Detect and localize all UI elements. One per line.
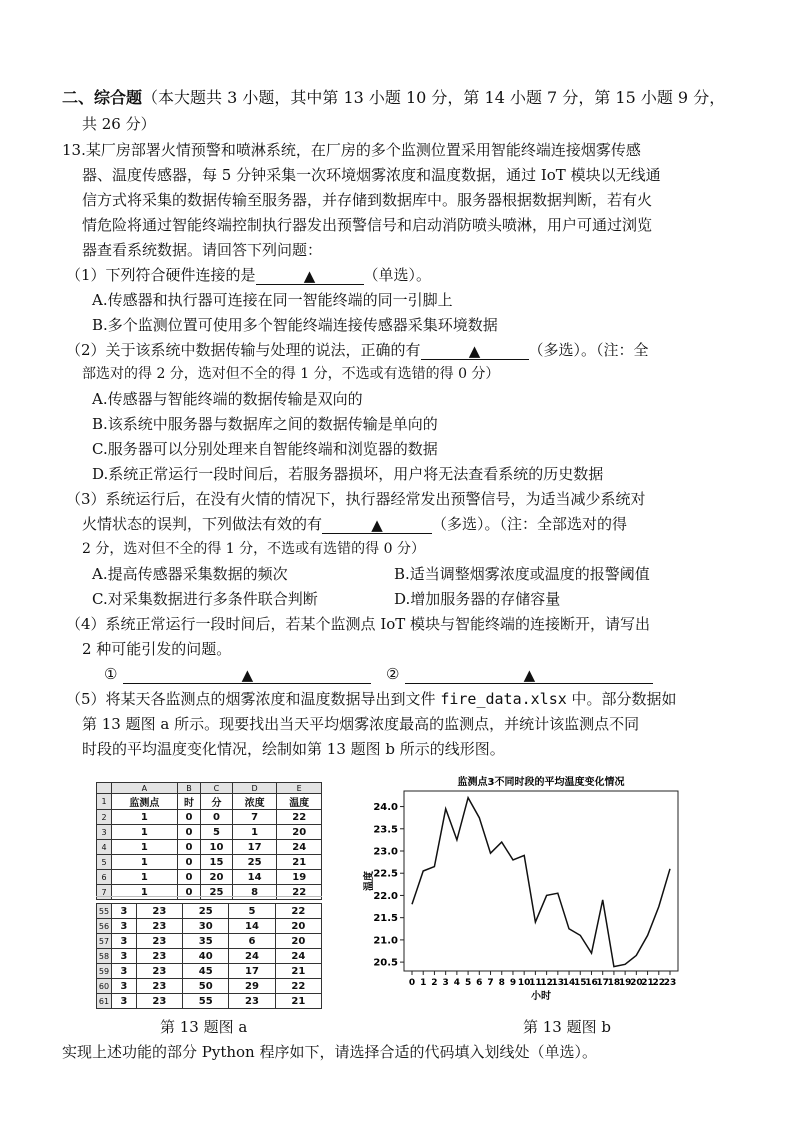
table-cell: 25 [183, 904, 229, 919]
table-cell: 29 [229, 979, 275, 994]
row-number: 58 [97, 949, 112, 964]
column-header: 监测点 [112, 794, 178, 810]
blank-triangle-icon: ▲ [241, 666, 254, 684]
table-row [97, 949, 322, 964]
option-a: A.传感器与智能终端的数据传输是双向的 [92, 390, 363, 408]
table-row [97, 919, 322, 934]
table-cell: 20 [275, 934, 321, 949]
option-d: D.系统正常运行一段时间后，若服务器损坏，用户将无法查看系统的历史数据 [92, 465, 604, 483]
y-tick-label: 20.5 [373, 957, 398, 969]
x-tick-label: 20 [630, 978, 643, 988]
y-axis-label: 温度 [364, 871, 375, 891]
q13-part4: （4）系统正常运行一段时间后，若某个监测点 IoT 模块与智能终端的连接断开，请写出 [66, 615, 651, 633]
y-tick-label: 21.5 [373, 913, 398, 925]
x-tick-label: 22 [652, 978, 666, 988]
table-row [97, 870, 322, 885]
table-cell: 23 [136, 979, 182, 994]
table-cell: 22 [277, 885, 322, 900]
table-cell: 3 [112, 964, 137, 979]
table-cell: 3 [112, 934, 137, 949]
q13-part5-cont: 第 13 题图 a 所示。现要找出当天平均烟雾浓度最高的监测点，并统计该监测点不同 [82, 715, 640, 733]
section-title: 二、综合题 [62, 88, 143, 107]
table-cell: 3 [112, 994, 137, 1009]
table-cell: 6 [229, 934, 275, 949]
table-cell: 25 [201, 885, 233, 900]
row-number: 4 [97, 840, 112, 855]
table-cell: 21 [275, 994, 321, 1009]
x-tick-label: 19 [618, 978, 632, 988]
chart-title: 监测点3不同时段的平均温度变化情况 [457, 777, 625, 788]
part1-prompt: （1）下列符合硬件连接的是 [66, 266, 256, 284]
circled-number-2: ② [386, 665, 400, 683]
row-number: 60 [97, 979, 112, 994]
table-cell: 21 [277, 855, 322, 870]
section-info: （本大题共 3 小题，其中第 13 小题 10 分，第 14 小题 7 分，第 15 小题 9 分， [142, 88, 726, 107]
table-cell: 19 [277, 870, 322, 885]
table-cell: 0 [177, 840, 200, 855]
row-number: 59 [97, 964, 112, 979]
column-header: 时 [177, 794, 200, 810]
table-cell: 1 [112, 855, 178, 870]
q13-stem-line: 器、温度传感器，每 5 分钟采集一次环境烟雾浓度和温度数据，通过 IoT 模块以无线通 [82, 166, 661, 184]
table-cell: 1 [112, 840, 178, 855]
table-cell: 50 [183, 979, 229, 994]
column-letter: D [232, 783, 277, 794]
table-cell: 0 [177, 810, 200, 825]
table-cell: 22 [275, 979, 321, 994]
option-b: B.该系统中服务器与数据库之间的数据传输是单向的 [92, 415, 438, 433]
column-header: 温度 [277, 794, 322, 810]
section-header [62, 88, 725, 108]
x-tick-label: 7 [487, 978, 494, 988]
x-tick-label: 2 [431, 978, 438, 988]
table-cell: 3 [112, 949, 137, 964]
table-cell: 10 [201, 840, 233, 855]
table-row [97, 855, 322, 870]
table-cell: 7 [232, 810, 277, 825]
table-cell: 1 [232, 825, 277, 840]
table-cell: 1 [112, 810, 178, 825]
x-tick-label: 12 [540, 978, 553, 988]
column-letter-row [97, 783, 322, 794]
x-tick-label: 4 [453, 978, 461, 988]
row-number: 3 [97, 825, 112, 840]
table-row [97, 904, 322, 919]
table-cell: 20 [201, 870, 233, 885]
table-cell: 5 [201, 825, 233, 840]
row-number: 6 [97, 870, 112, 885]
table-cell: 23 [136, 919, 182, 934]
table-cell: 23 [136, 934, 182, 949]
line-chart [360, 775, 690, 1010]
answer-blank-3[interactable] [322, 515, 432, 534]
y-tick-label: 22.5 [373, 868, 398, 880]
table-cell: 22 [275, 904, 321, 919]
table-cell: 1 [112, 885, 178, 900]
part2-prompt: （2）关于该系统中数据传输与处理的说法，正确的有 [66, 341, 421, 359]
answer-blank-2[interactable] [421, 341, 529, 360]
table-cell: 1 [112, 825, 178, 840]
table-cell: 0 [177, 870, 200, 885]
table-cell: 5 [229, 904, 275, 919]
row-number: 7 [97, 885, 112, 900]
table-cell: 20 [277, 825, 322, 840]
row-number: 2 [97, 810, 112, 825]
part3-scoring-note: 2 分，选对但不全的得 1 分，不选或有选错的得 0 分） [82, 541, 425, 557]
y-tick-label: 22.0 [373, 890, 398, 902]
x-tick-label: 21 [641, 978, 654, 988]
caption-figure-b: 第 13 题图 b [523, 1018, 611, 1036]
x-tick-label: 18 [607, 978, 621, 988]
table-cell: 8 [232, 885, 277, 900]
blank-triangle-icon: ▲ [303, 267, 316, 285]
table-cell: 0 [177, 885, 200, 900]
part3-prompt: 火情状态的误判，下列做法有效的有 [82, 515, 323, 533]
table-cell: 3 [112, 919, 137, 934]
blank-triangle-icon: ▲ [371, 516, 383, 534]
table-cell: 55 [183, 994, 229, 1009]
column-letter: C [201, 783, 233, 794]
y-tick-label: 23.5 [373, 824, 398, 836]
table-cell: 21 [275, 964, 321, 979]
table-cell: 23 [136, 904, 182, 919]
q13-part3-cont [82, 514, 627, 534]
option-b: B.适当调整烟雾浓度或温度的报警阈值 [394, 565, 650, 583]
part2-scoring-note: 部选对的得 2 分，选对但不全的得 1 分，不选或有选错的得 0 分） [82, 366, 500, 382]
table-cell: 23 [136, 994, 182, 1009]
row-number: 5 [97, 855, 112, 870]
column-header: 分 [201, 794, 233, 810]
table-cell: 24 [275, 949, 321, 964]
q13-part2 [66, 340, 649, 360]
table-cell: 17 [229, 964, 275, 979]
option-d: D.增加服务器的存储容量 [394, 590, 561, 608]
q13-part5 [66, 689, 677, 709]
answer-blank-1[interactable] [256, 266, 364, 285]
option-c: C.对采集数据进行多条件联合判断 [92, 590, 318, 608]
table-cell: 40 [183, 949, 229, 964]
column-letter: A [112, 783, 178, 794]
x-axis-label: 小时 [531, 991, 551, 1002]
q13-stem-line: 13.某厂房部署火情预警和喷淋系统，在厂房的多个监测位置采用智能终端连接烟雾传感 [62, 141, 641, 159]
x-tick-label: 14 [562, 978, 576, 988]
column-letter: E [277, 783, 322, 794]
part5-text: （5）将某天各监测点的烟雾浓度和温度数据导出到文件 [66, 690, 441, 708]
y-tick-label: 24.0 [373, 802, 398, 814]
answer-line-1 [104, 664, 371, 684]
q13-part4-cont: 2 种可能引发的问题。 [82, 640, 232, 658]
table-row [97, 840, 322, 855]
y-tick-label: 23.0 [373, 846, 398, 858]
table-header-row [97, 794, 322, 810]
row-number: 55 [97, 904, 112, 919]
part1-type: （单选）。 [363, 266, 432, 284]
x-tick-label: 9 [509, 978, 517, 988]
series-line [412, 798, 670, 967]
x-tick-label: 8 [498, 978, 505, 988]
row-number: 57 [97, 934, 112, 949]
table-row [97, 964, 322, 979]
table-cell: 0 [201, 810, 233, 825]
table-cell: 23 [136, 949, 182, 964]
table-row [97, 979, 322, 994]
table-row [97, 994, 322, 1009]
table-cell: 30 [183, 919, 229, 934]
table-cell: 15 [201, 855, 233, 870]
caption-figure-a: 第 13 题图 a [160, 1018, 248, 1036]
footer-instruction: 实现上述功能的部分 Python 程序如下，请选择合适的代码填入划线处（单选）。 [62, 1043, 597, 1061]
table-cell: 35 [183, 934, 229, 949]
q13-stem-line: 情危险将通过智能终端控制执行器发出预警信号和启动消防喷头喷淋，用户可通过浏览 [82, 216, 653, 234]
table-cell: 24 [229, 949, 275, 964]
row-number: 1 [97, 794, 112, 810]
filename: fire_data.xlsx [440, 690, 567, 708]
x-tick-label: 17 [596, 978, 609, 988]
table-cell: 14 [229, 919, 275, 934]
x-tick-label: 16 [585, 978, 598, 988]
table-row [97, 934, 322, 949]
y-tick-label: 21.0 [373, 935, 398, 947]
q13-part5-cont: 时段的平均温度变化情况，绘制如第 13 题图 b 所示的线形图。 [82, 740, 505, 758]
table-cell: 20 [275, 919, 321, 934]
table-cell: 0 [177, 855, 200, 870]
blank-triangle-icon: ▲ [468, 342, 481, 360]
x-tick-label: 23 [663, 978, 677, 988]
option-b: B.多个监测位置可使用多个智能终端连接传感器采集环境数据 [92, 316, 498, 334]
table-cell: 3 [112, 979, 137, 994]
answer-blank-4a[interactable] [123, 665, 371, 684]
circled-number-1: ① [104, 665, 118, 683]
x-tick-label: 10 [517, 978, 531, 988]
table-row [97, 810, 322, 825]
table-row [97, 885, 322, 900]
table-cell: 23 [229, 994, 275, 1009]
table-cell: 14 [232, 870, 277, 885]
x-tick-label: 15 [573, 978, 587, 988]
table-cell: 45 [183, 964, 229, 979]
corner-cell [97, 783, 112, 794]
section-info-cont: 共 26 分） [82, 115, 156, 133]
option-a: A.提高传感器采集数据的频次 [92, 565, 288, 583]
table-cell: 22 [277, 810, 322, 825]
table-cell: 24 [277, 840, 322, 855]
table-cell: 3 [112, 904, 137, 919]
q13-part3: （3）系统运行后，在没有火情的情况下，执行器经常发出预警信号，为适当减少系统对 [66, 490, 646, 508]
part5-text: 中。部分数据如 [566, 690, 677, 708]
plot-frame [404, 791, 678, 971]
table-cell: 17 [232, 840, 277, 855]
table-cell: 23 [136, 964, 182, 979]
q13-part1 [66, 265, 431, 285]
table-cell: 1 [112, 870, 178, 885]
answer-blank-4b[interactable] [405, 665, 653, 684]
column-letter: B [177, 783, 200, 794]
part3-type: （多选）。（注：全部选对的得 [432, 515, 628, 533]
spreadsheet-bottom [96, 903, 322, 1009]
x-tick-label: 0 [408, 978, 416, 988]
row-number: 61 [97, 994, 112, 1009]
spreadsheet-gap [96, 896, 322, 897]
table-row [97, 825, 322, 840]
x-tick-label: 3 [442, 978, 449, 988]
x-tick-label: 1 [420, 978, 427, 988]
x-tick-label: 13 [551, 978, 565, 988]
x-tick-label: 6 [476, 978, 483, 988]
x-tick-label: 5 [464, 978, 472, 988]
spreadsheet-top [96, 782, 322, 900]
column-header: 浓度 [232, 794, 277, 810]
table-cell: 25 [232, 855, 277, 870]
part2-type: （多选）。（注：全 [528, 341, 649, 359]
x-tick-label: 11 [529, 978, 542, 988]
blank-triangle-icon: ▲ [523, 666, 536, 684]
row-number: 56 [97, 919, 112, 934]
answer-line-2 [386, 664, 653, 684]
table-cell: 0 [177, 825, 200, 840]
q13-stem-line: 信方式将采集的数据传输至服务器，并存储到数据库中。服务器根据数据判断，若有火 [82, 191, 653, 209]
option-a: A.传感器和执行器可连接在同一智能终端的同一引脚上 [92, 291, 453, 309]
option-c: C.服务器可以分别处理来自智能终端和浏览器的数据 [92, 440, 438, 458]
q13-stem-line: 器查看系统数据。请回答下列问题： [82, 241, 323, 259]
